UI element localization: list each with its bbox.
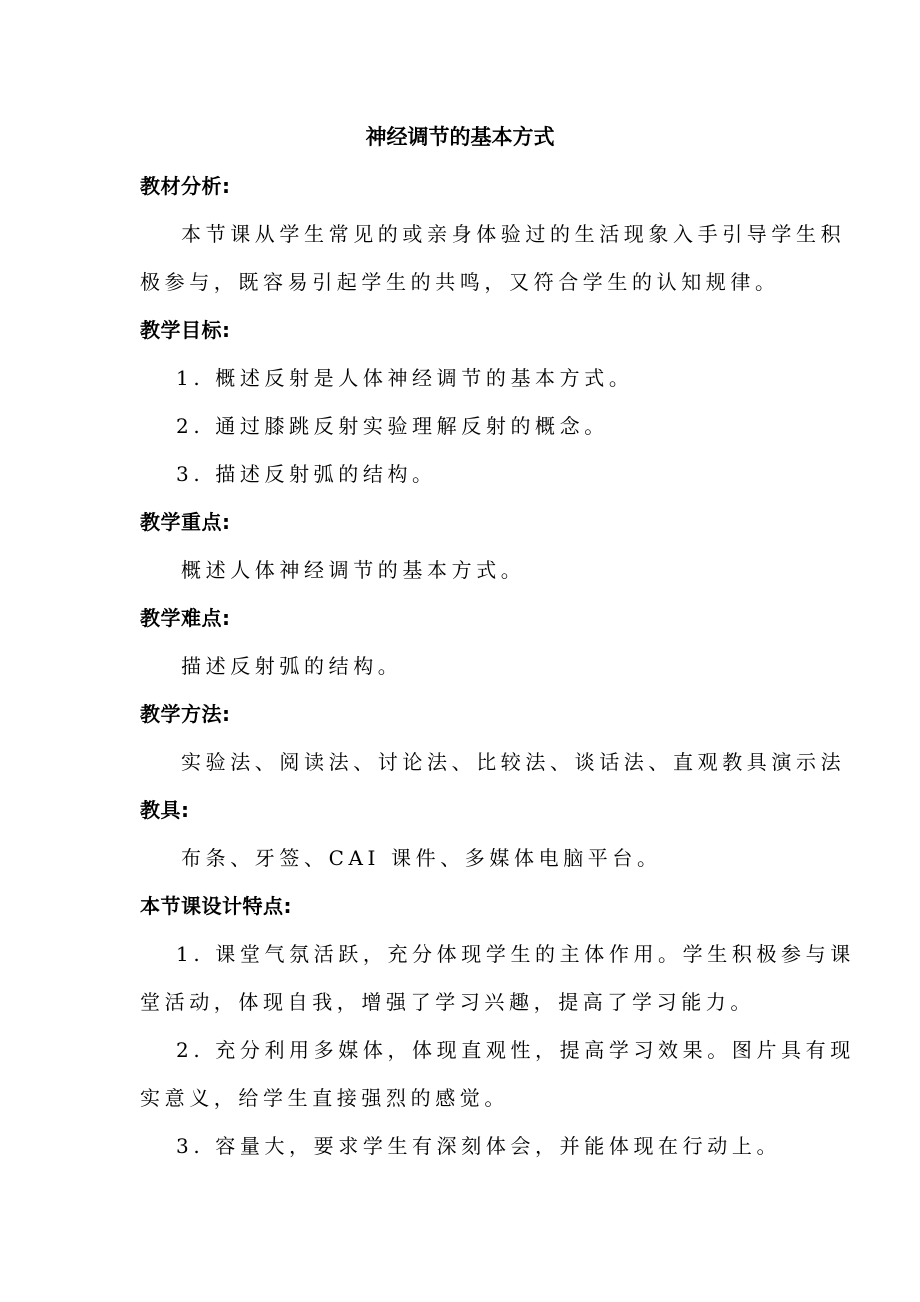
tools-text: 布条、牙签、CAI 课件、多媒体电脑平台。 <box>181 846 662 870</box>
heading-key-points: 教学重点: <box>140 510 231 534</box>
material-analysis-line-2: 极参与，既容易引起学生的共鸣，又符合学生的认知规律。 <box>140 270 780 294</box>
feature-item-2-line-1: 2. 充分利用多媒体，体现直观性，提高学习效果。图片具有现 <box>176 1038 855 1062</box>
teaching-goal-item: 2. 通过膝跳反射实验理解反射的概念。 <box>176 414 609 438</box>
key-points-text: 概述人体神经调节的基本方式。 <box>181 558 526 582</box>
heading-tools: 教具: <box>140 798 190 822</box>
heading-teaching-goals: 教学目标: <box>140 318 231 342</box>
heading-difficulties: 教学难点: <box>140 606 231 630</box>
heading-methods: 教学方法: <box>140 702 231 726</box>
feature-item-2-line-2: 实意义，给学生直接强烈的感觉。 <box>140 1086 509 1110</box>
document-title: 神经调节的基本方式 <box>365 125 555 149</box>
teaching-goal-item: 1. 概述反射是人体神经调节的基本方式。 <box>176 366 634 390</box>
teaching-goal-item: 3. 描述反射弧的结构。 <box>176 462 437 486</box>
difficulties-text: 描述反射弧的结构。 <box>181 654 403 678</box>
feature-item-3: 3. 容量大，要求学生有深刻体会，并能体现在行动上。 <box>176 1134 782 1158</box>
feature-item-1-line-2: 堂活动，体现自我，增强了学习兴趣，提高了学习能力。 <box>140 990 755 1014</box>
feature-item-1-line-1: 1. 课堂气氛活跃，充分体现学生的主体作用。学生积极参与课 <box>176 942 855 966</box>
heading-features: 本节课设计特点: <box>140 894 292 918</box>
heading-material-analysis: 教材分析: <box>140 174 231 198</box>
methods-text: 实验法、阅读法、讨论法、比较法、谈话法、直观教具演示法 <box>181 750 846 774</box>
material-analysis-line-1: 本节课从学生常见的或亲身体验过的生活现象入手引导学生积 <box>181 222 846 246</box>
